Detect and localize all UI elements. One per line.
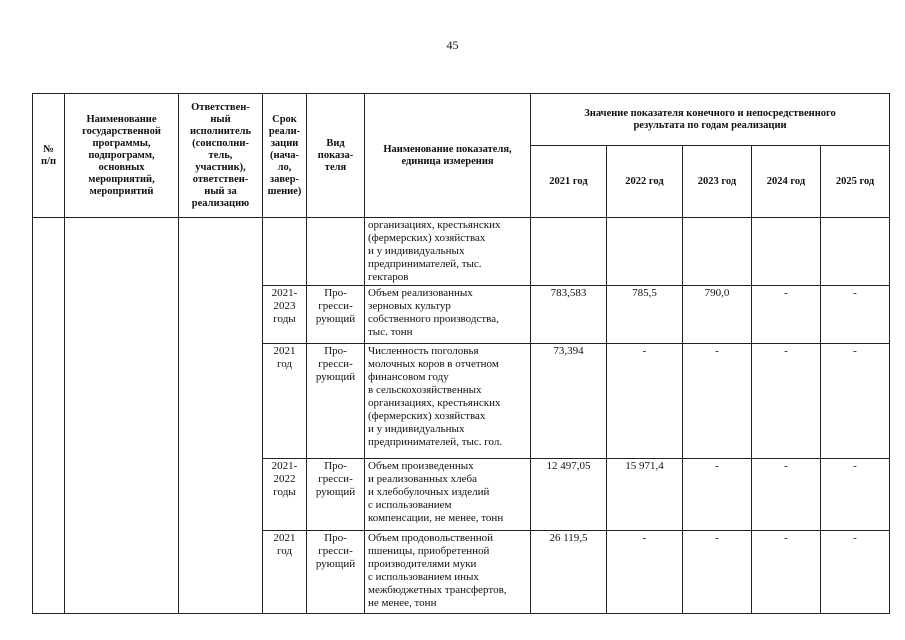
cell-value-2024: [752, 218, 821, 286]
cell-num: [33, 218, 65, 614]
cell-kind: Про- гресси- рующий: [307, 286, 365, 344]
cell-indicator: Объем продовольственной пшеницы, приобретенной производителями муки с использованием иных межбюджетных трансфертов, не менее, тонн: [365, 531, 531, 614]
cell-kind: Про- гресси- рующий: [307, 459, 365, 531]
cell-kind: [307, 218, 365, 286]
cell-value-2025: -: [821, 344, 890, 459]
cell-period: 2021 год: [263, 344, 307, 459]
header-values-group: Значение показателя конечного и непосредственного результата по годам реализации: [531, 94, 890, 146]
cell-period: [263, 218, 307, 286]
cell-kind: Про- гресси- рующий: [307, 531, 365, 614]
cell-program: [65, 218, 179, 614]
cell-value-2022: -: [607, 344, 683, 459]
header-program: Наименование государственной программы, подпрограмм, основных мероприятий, мероприятий: [65, 94, 179, 218]
cell-value-2024: -: [752, 344, 821, 459]
table-row: [33, 218, 890, 286]
cell-value-2023: -: [683, 344, 752, 459]
cell-value-2024: -: [752, 286, 821, 344]
cell-value-2022: -: [607, 531, 683, 614]
cell-executor: [179, 218, 263, 614]
cell-value-2023: 790,0: [683, 286, 752, 344]
cell-kind: Про- гресси- рующий: [307, 344, 365, 459]
cell-value-2021: 73,394: [531, 344, 607, 459]
header-kind: Вид показа- теля: [307, 94, 365, 218]
cell-indicator: Объем произведенных и реализованных хлеба и хлебобулочных изделий с использованием компенсации, не менее, тонн: [365, 459, 531, 531]
cell-period: 2021- 2023 годы: [263, 286, 307, 344]
header-year-2023: 2023 год: [683, 146, 752, 218]
cell-value-2025: -: [821, 286, 890, 344]
cell-value-2022: 15 971,4: [607, 459, 683, 531]
cell-value-2022: 785,5: [607, 286, 683, 344]
cell-indicator: организациях, крестьянских (фермерских) хозяйствах и у индивидуальных предпринимателей, тыс. гектаров: [365, 218, 531, 286]
header-executor: Ответствен- ный исполнитель (соисполни- тель, участник), ответствен- ный за реализацию: [179, 94, 263, 218]
cell-value-2024: -: [752, 531, 821, 614]
header-num: № п/п: [33, 94, 65, 218]
cell-value-2022: [607, 218, 683, 286]
cell-value-2023: [683, 218, 752, 286]
cell-value-2025: -: [821, 531, 890, 614]
cell-indicator: Численность поголовья молочных коров в отчетном финансовом году в сельскохозяйственных организациях, крестьянских (фермерских) хозяйствах и у индивидуальных предпринимателей, тыс. гол.: [365, 344, 531, 459]
cell-period: 2021 год: [263, 531, 307, 614]
header-year-2025: 2025 год: [821, 146, 890, 218]
page-number: 45: [446, 38, 459, 52]
cell-value-2025: -: [821, 459, 890, 531]
cell-value-2021: 783,583: [531, 286, 607, 344]
cell-value-2025: [821, 218, 890, 286]
cell-value-2021: [531, 218, 607, 286]
header-year-2022: 2022 год: [607, 146, 683, 218]
header-period: Срок реали- зации (нача- ло, завер- шение): [263, 94, 307, 218]
header-year-2024: 2024 год: [752, 146, 821, 218]
cell-value-2021: 12 497,05: [531, 459, 607, 531]
cell-value-2023: -: [683, 531, 752, 614]
cell-period: 2021- 2022 годы: [263, 459, 307, 531]
cell-indicator: Объем реализованных зерновых культур собственного производства, тыс. тонн: [365, 286, 531, 344]
cell-value-2024: -: [752, 459, 821, 531]
indicators-table: [32, 93, 890, 614]
cell-value-2021: 26 119,5: [531, 531, 607, 614]
header-indicator: Наименование показателя, единица измерения: [365, 94, 531, 218]
cell-value-2023: -: [683, 459, 752, 531]
header-year-2021: 2021 год: [531, 146, 607, 218]
